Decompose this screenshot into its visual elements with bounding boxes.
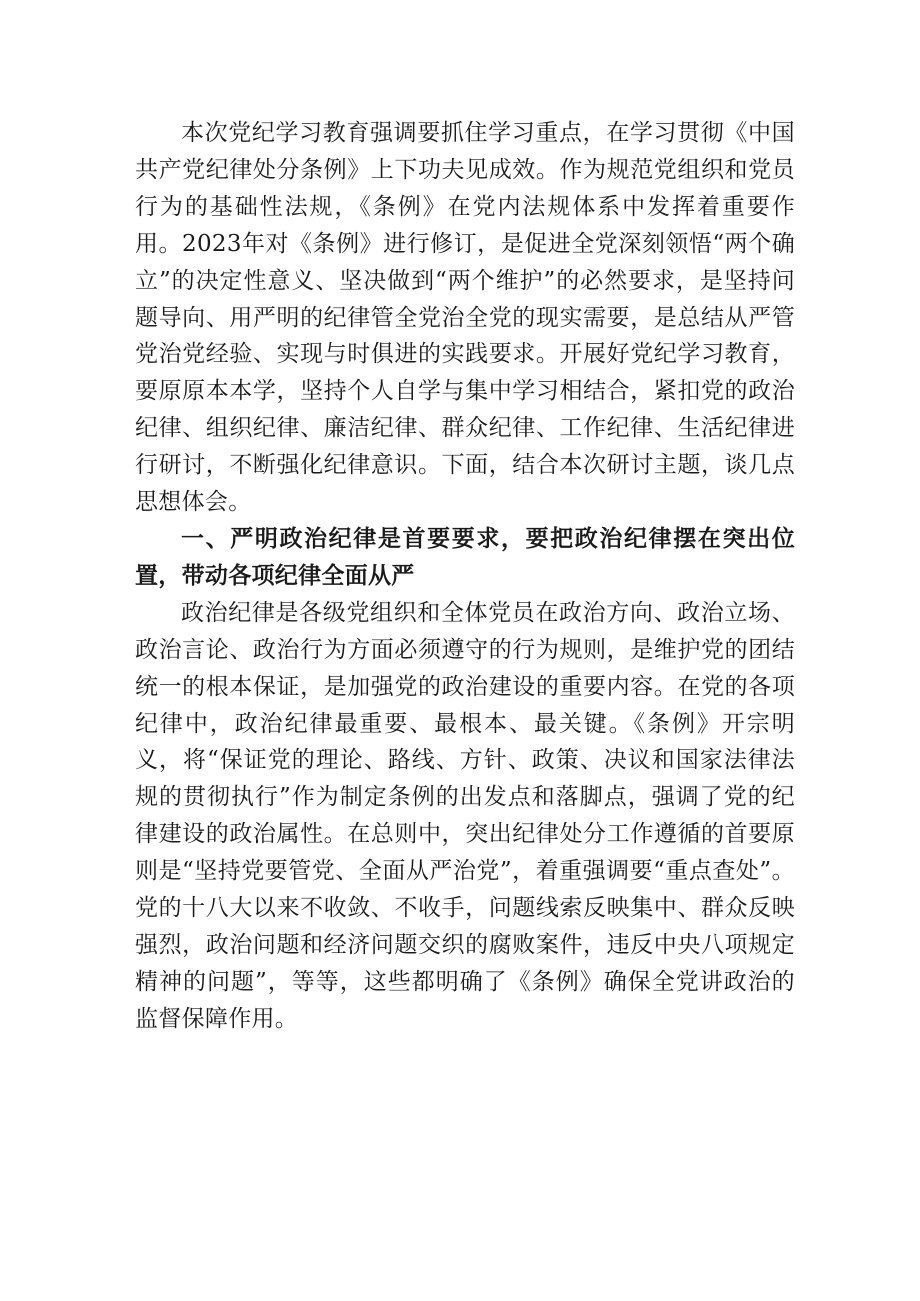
section-1-paragraph: 政治纪律是各级党组织和全体党员在政治方向、政治立场、政治言论、政治行为方面必须遵守的行为规则，是维护党的团结统一的根本保证，是加强党的政治建设的重要内容。在党的各项纪律中，政治纪律最重要、最根本、最关键。《条例》开宗明义，将“保证党的理论、路线、方针、政策、决议和国家法律法规的贯彻执行”作为制定条例的出发点和落脚点，强调了党的纪律建设的政治属性。在总则中，突出纪律处分工作遵循的首要原则是“坚持党要管党、全面从严治党”，着重强调要“重点查处”。党的十八大以来不收敛、不收手，问题线索反映集中、群众反映强烈，政治问题和经济问题交织的腐败案件，违反中央八项规定精神的问题”，等等，这些都明确了《条例》确保全党讲政治的监督保障作用。 — [135, 599, 795, 1032]
section-heading-1: 一、严明政治纪律是首要要求，要把政治纪律摆在突出位置，带动各项纪律全面从严 — [135, 525, 795, 589]
document-body — [135, 115, 795, 1038]
intro-paragraph: 本次党纪学习教育强调要抓住学习重点，在学习贯彻《中国共产党纪律处分条例》上下功夫见成效。作为规范党组织和党员行为的基础性法规，《条例》在党内法规体系中发挥着重要作用。2023年对《条例》进行修订，是促进全党深刻领悟“两个确立”的决定性意义、坚决做到“两个维护”的必然要求，是坚持问题导向、用严明的纪律管全党治全党的现实需要，是总结从严管党治党经验、实现与时俱进的实践要求。开展好党纪学习教育，要原原本本学，坚持个人自学与集中学习相结合，紧扣党的政治纪律、组织纪律、廉洁纪律、群众纪律、工作纪律、生活纪律进行研讨，不断强化纪律意识。下面，结合本次研讨主题，谈几点思想体会。 — [135, 120, 795, 516]
